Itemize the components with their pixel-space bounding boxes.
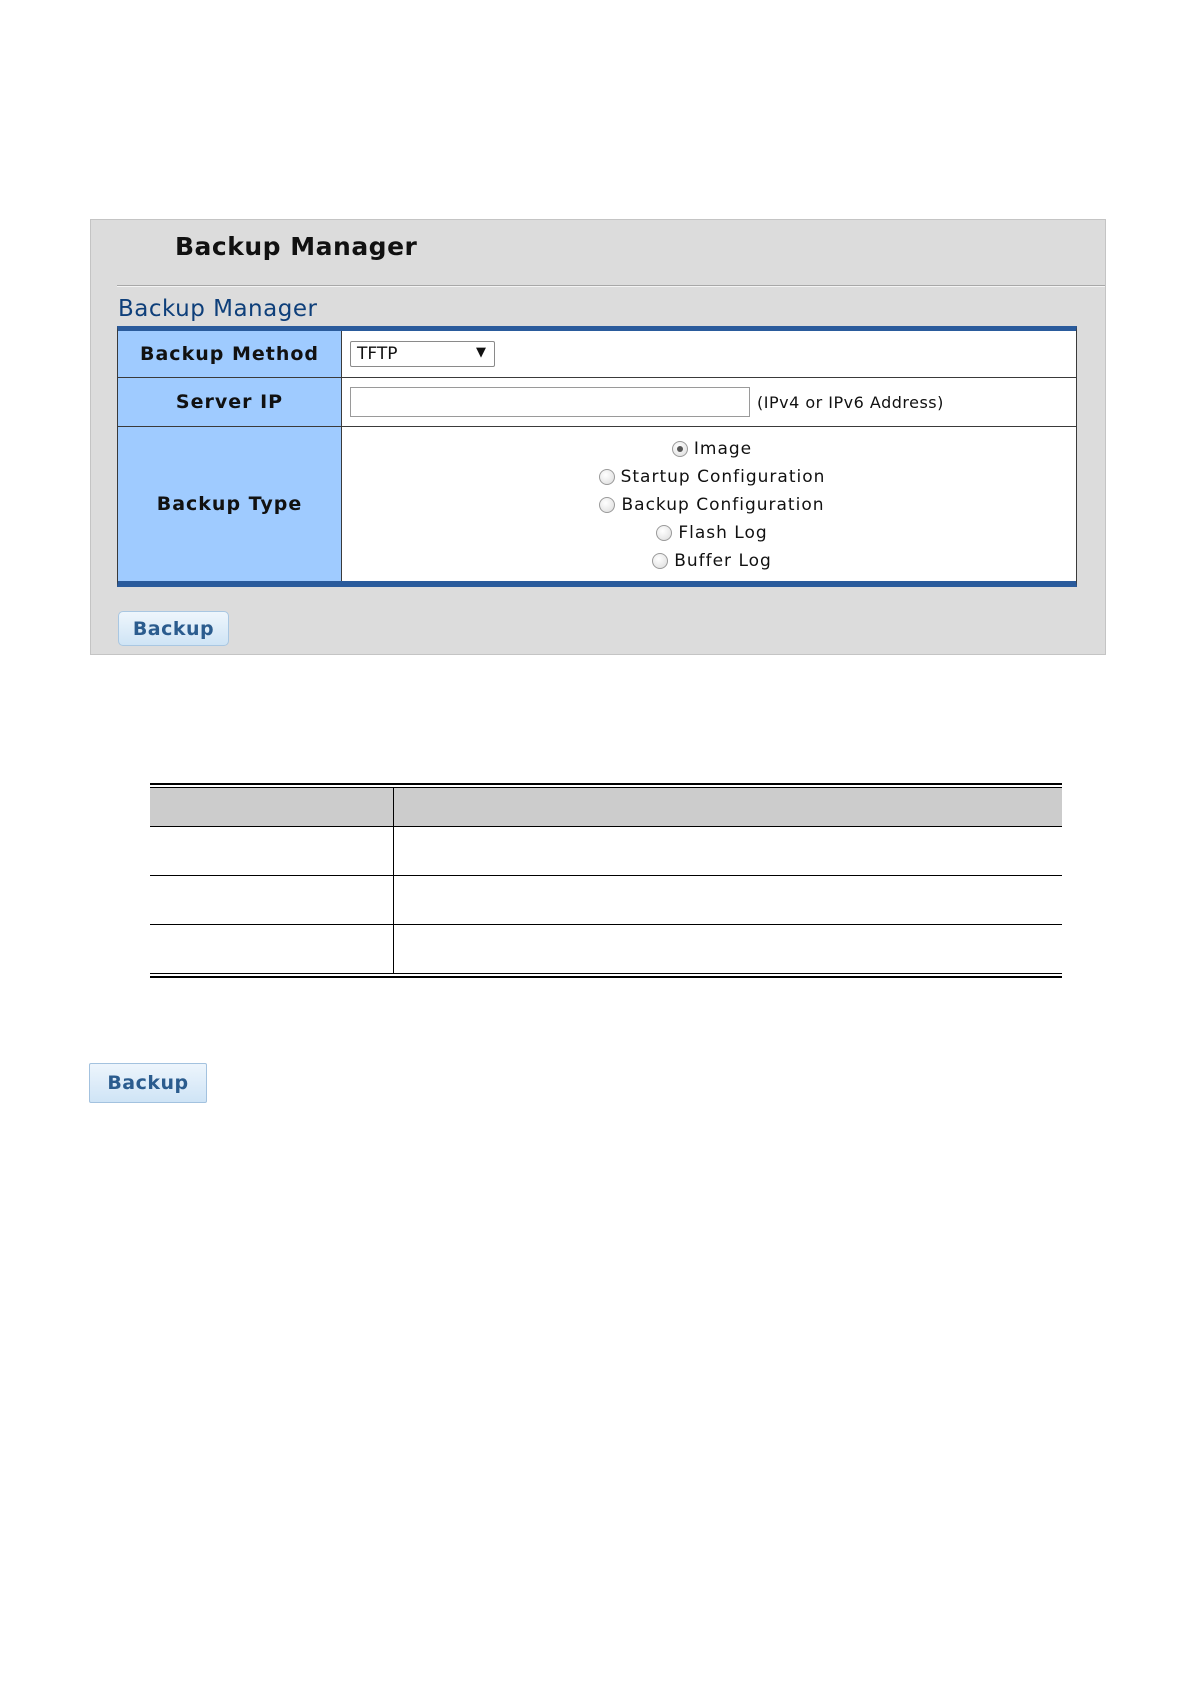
backup-method-label: Backup Method — [118, 331, 342, 377]
table-header-row — [150, 787, 1062, 827]
backup-button[interactable]: Backup — [118, 611, 229, 646]
description-table — [150, 783, 1062, 978]
radio-button[interactable] — [599, 497, 615, 513]
header-cell — [150, 788, 394, 826]
table-cell — [150, 925, 394, 973]
server-ip-label: Server IP — [118, 378, 342, 426]
table-cell — [394, 876, 1062, 924]
backup-type-option-flash-log[interactable] — [656, 519, 767, 547]
backup-method-row — [118, 331, 1076, 378]
radio-button[interactable] — [672, 441, 688, 457]
radio-label: Buffer Log — [674, 551, 772, 571]
backup-type-option-startup-configuration[interactable] — [599, 463, 826, 491]
section-title: Backup Manager — [118, 296, 318, 322]
backup-type-label: Backup Type — [118, 427, 342, 581]
table-row — [150, 876, 1062, 925]
radio-button[interactable] — [652, 553, 668, 569]
table-row — [150, 827, 1062, 876]
table-row — [150, 925, 1062, 974]
dropdown-arrow-icon: ▼ — [476, 345, 486, 360]
radio-button[interactable] — [599, 469, 615, 485]
backup-method-value: TFTP — [357, 344, 398, 364]
backup-method-select[interactable] — [350, 341, 495, 367]
backup-type-option-image[interactable] — [672, 435, 752, 463]
backup-manager-panel — [90, 219, 1106, 655]
server-ip-row — [118, 378, 1076, 427]
radio-button[interactable] — [656, 525, 672, 541]
radio-label: Backup Configuration — [621, 495, 825, 515]
table-cell — [394, 925, 1062, 973]
backup-type-row — [118, 427, 1076, 581]
server-ip-input[interactable] — [350, 387, 750, 417]
backup-form-table — [117, 326, 1077, 587]
radio-label: Startup Configuration — [620, 467, 826, 487]
table-cell — [150, 827, 394, 875]
table-top-rule — [150, 783, 1062, 785]
page-title: Backup Manager — [175, 232, 418, 261]
backup-button-reference[interactable]: Backup — [89, 1063, 207, 1103]
backup-type-option-backup-configuration[interactable] — [599, 491, 824, 519]
table-cell — [394, 827, 1062, 875]
backup-type-option-buffer-log[interactable] — [652, 547, 772, 575]
header-cell — [394, 788, 1062, 826]
radio-label: Image — [693, 439, 753, 459]
radio-label: Flash Log — [678, 523, 768, 543]
server-ip-hint: (IPv4 or IPv6 Address) — [757, 392, 944, 412]
backup-type-options — [342, 427, 1076, 581]
table-bottom-rule — [150, 976, 1062, 978]
table-cell — [150, 876, 394, 924]
title-divider — [117, 285, 1105, 287]
